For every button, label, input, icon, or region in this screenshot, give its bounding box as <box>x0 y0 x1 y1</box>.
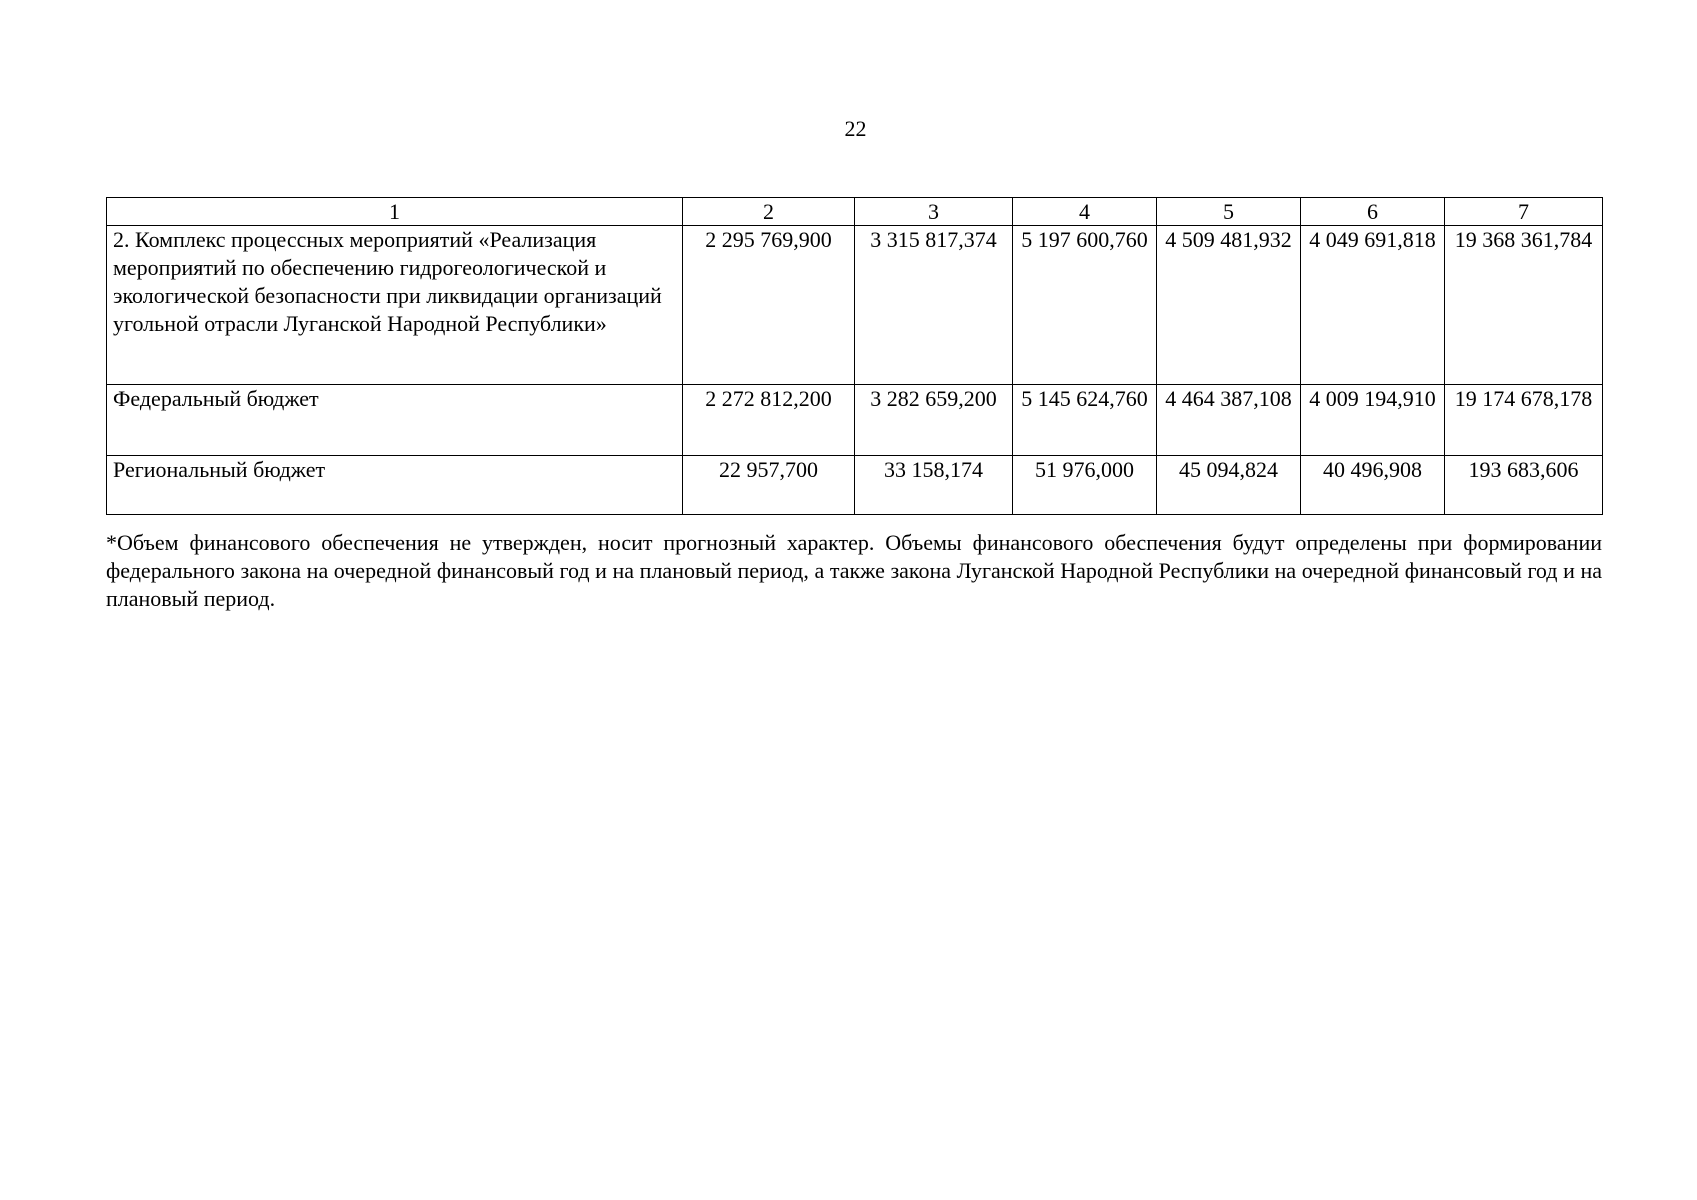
value-cell: 4 009 194,910 <box>1301 385 1445 456</box>
row-label: Региональный бюджет <box>107 456 683 515</box>
value-cell: 4 464 387,108 <box>1157 385 1301 456</box>
value-cell: 19 174 678,178 <box>1445 385 1603 456</box>
value-cell: 2 295 769,900 <box>683 226 855 385</box>
footnote: *Объем финансового обеспечения не утвержден, носит прогнозный характер. Объемы финансового обеспечения будут определены при формировании федерального закона на очередной финансовый год и на плановый период, а также закона Луганской Народной Республики на очередной финансовый год и на плановый период. <box>106 530 1602 611</box>
value-cell: 19 368 361,784 <box>1445 226 1603 385</box>
value-cell: 45 094,824 <box>1157 456 1301 515</box>
row-label: Федеральный бюджет <box>107 385 683 456</box>
header-cell: 6 <box>1301 198 1445 226</box>
funding-table <box>106 197 1603 515</box>
value-cell: 4 509 481,932 <box>1157 226 1301 385</box>
value-cell: 5 197 600,760 <box>1013 226 1157 385</box>
value-cell: 4 049 691,818 <box>1301 226 1445 385</box>
header-cell: 2 <box>683 198 855 226</box>
header-cell: 7 <box>1445 198 1603 226</box>
value-cell: 51 976,000 <box>1013 456 1157 515</box>
value-cell: 5 145 624,760 <box>1013 385 1157 456</box>
row-label: 2. Комплекс процессных мероприятий «Реализация мероприятий по обеспечению гидрогеологической и экологической безопасности при ликвидации организаций угольной отрасли Луганской Народной Республики» <box>107 226 683 385</box>
header-cell: 5 <box>1157 198 1301 226</box>
value-cell: 33 158,174 <box>855 456 1013 515</box>
header-cell: 3 <box>855 198 1013 226</box>
value-cell: 3 315 817,374 <box>855 226 1013 385</box>
header-cell: 4 <box>1013 198 1157 226</box>
value-cell: 22 957,700 <box>683 456 855 515</box>
value-cell: 3 282 659,200 <box>855 385 1013 456</box>
value-cell: 193 683,606 <box>1445 456 1603 515</box>
page-number: 22 <box>844 116 867 141</box>
table-row <box>107 226 1603 385</box>
value-cell: 40 496,908 <box>1301 456 1445 515</box>
table-row <box>107 456 1603 515</box>
header-cell: 1 <box>107 198 683 226</box>
table-header-row <box>107 198 1603 226</box>
table-row <box>107 385 1603 456</box>
value-cell: 2 272 812,200 <box>683 385 855 456</box>
